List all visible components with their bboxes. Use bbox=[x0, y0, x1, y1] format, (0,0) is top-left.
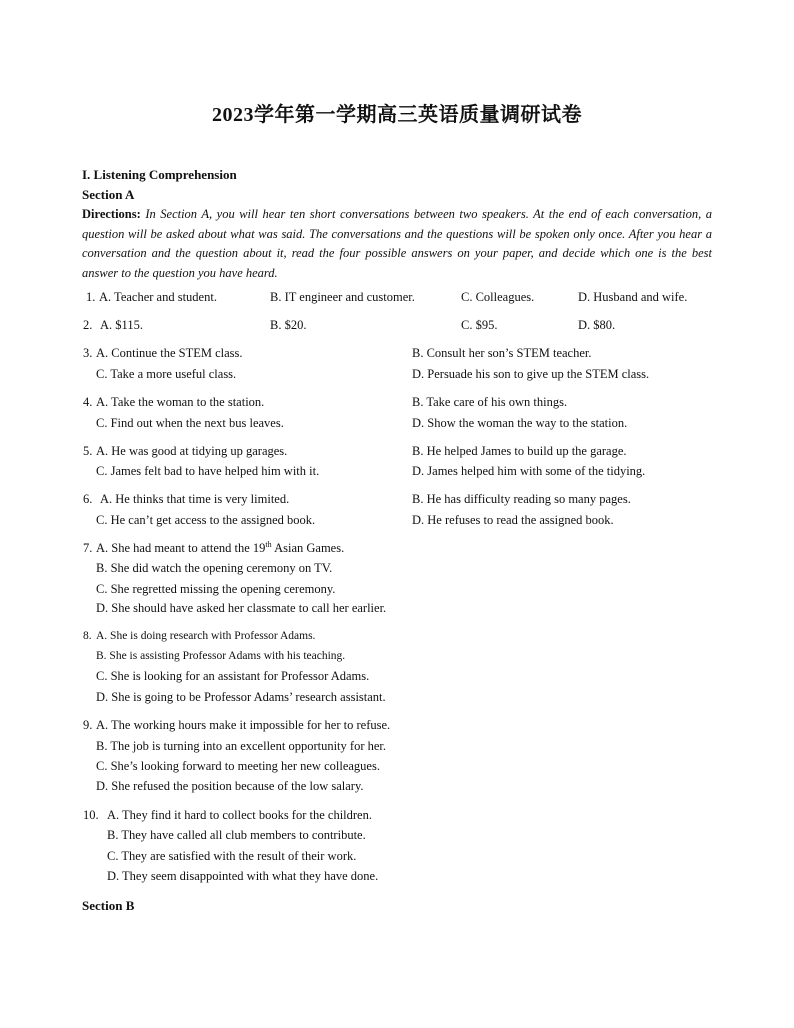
q7-option-a-sup: th bbox=[265, 539, 272, 549]
q1-option-c: C. Colleagues. bbox=[461, 290, 535, 304]
q6-option-b: B. He has difficulty reading so many pages. bbox=[412, 492, 631, 506]
q3-option-c: C. Take a more useful class. bbox=[96, 367, 237, 381]
q8-option-a: A. She is doing research with Professor Adams. bbox=[96, 630, 316, 642]
question-number-5: 5. bbox=[83, 444, 93, 458]
q7-option-d: D. She should have asked her classmate to call her earlier. bbox=[96, 601, 387, 615]
q8-option-d: D. She is going to be Professor Adams’ research assistant. bbox=[96, 690, 386, 704]
q2-option-b: B. $20. bbox=[270, 318, 307, 332]
directions-text: In Section A, you will hear ten short conversations between two speakers. At the end of each conversation, a question will be asked about what was said. The conversations and the questions will be spoken only once. After you hear a conversation and the question about it, read the four possible answers on your paper, and decide which one is the best answer to the question you have heard. bbox=[82, 207, 712, 280]
question-number-4: 4. bbox=[83, 395, 93, 409]
q10-option-b: B. They have called all club members to contribute. bbox=[107, 828, 366, 842]
part-heading: I. Listening Comprehension bbox=[82, 167, 237, 182]
question-number-6: 6. bbox=[83, 492, 93, 506]
q10-option-d: D. They seem disappointed with what they have done. bbox=[107, 869, 379, 883]
q6-option-a: A. He thinks that time is very limited. bbox=[100, 492, 290, 506]
q2-option-a: A. $115. bbox=[100, 318, 143, 332]
q7-option-a-post: Asian Games. bbox=[271, 541, 345, 555]
q8-option-b: B. She is assisting Professor Adams with his teaching. bbox=[96, 650, 346, 662]
q4-option-a: A. Take the woman to the station. bbox=[96, 395, 265, 409]
q10-option-a: A. They find it hard to collect books for the children. bbox=[107, 808, 372, 822]
q3-option-a: A. Continue the STEM class. bbox=[96, 346, 243, 360]
q4-option-c: C. Find out when the next bus leaves. bbox=[96, 416, 284, 430]
q8-option-c: C. She is looking for an assistant for Professor Adams. bbox=[96, 669, 370, 683]
q7-option-b: B. She did watch the opening ceremony on TV. bbox=[96, 561, 333, 575]
q1-option-b: B. IT engineer and customer. bbox=[270, 290, 415, 304]
exam-title: 2023学年第一学期高三英语质量调研试卷 bbox=[212, 104, 582, 126]
q3-option-b: B. Consult her son’s STEM teacher. bbox=[412, 346, 592, 360]
q7-option-c: C. She regretted missing the opening ceremony. bbox=[96, 582, 336, 596]
question-number-7: 7. bbox=[83, 541, 93, 555]
q9-option-d: D. She refused the position because of the low salary. bbox=[96, 779, 364, 793]
section-a-heading: Section A bbox=[82, 187, 135, 202]
q6-option-c: C. He can’t get access to the assigned book. bbox=[96, 513, 316, 527]
q7-option-a-pre: A. She had meant to attend the 19 bbox=[96, 541, 266, 555]
q2-option-d: D. $80. bbox=[578, 318, 616, 332]
q10-option-c: C. They are satisfied with the result of their work. bbox=[107, 849, 357, 863]
q4-option-b: B. Take care of his own things. bbox=[412, 395, 568, 409]
q2-option-c: C. $95. bbox=[461, 318, 498, 332]
q1-option-d: D. Husband and wife. bbox=[578, 290, 688, 304]
directions-label: Directions: bbox=[82, 207, 141, 221]
q9-option-b: B. The job is turning into an excellent opportunity for her. bbox=[96, 739, 386, 753]
q9-option-c: C. She’s looking forward to meeting her new colleagues. bbox=[96, 759, 380, 773]
question-number-3: 3. bbox=[83, 346, 93, 360]
q3-option-d: D. Persuade his son to give up the STEM class. bbox=[412, 367, 650, 381]
q5-option-a: A. He was good at tidying up garages. bbox=[96, 444, 288, 458]
q1-option-a: A. Teacher and student. bbox=[99, 290, 217, 304]
q5-option-c: C. James felt bad to have helped him with it. bbox=[96, 464, 320, 478]
q5-option-d: D. James helped him with some of the tidying. bbox=[412, 464, 646, 478]
directions-paragraph bbox=[82, 205, 712, 283]
q4-option-d: D. Show the woman the way to the station. bbox=[412, 416, 628, 430]
question-number-9: 9. bbox=[83, 718, 93, 732]
q9-option-a: A. The working hours make it impossible for her to refuse. bbox=[96, 718, 391, 732]
q5-option-b: B. He helped James to build up the garage. bbox=[412, 444, 627, 458]
section-b-heading: Section B bbox=[82, 898, 135, 913]
question-number-1: 1. bbox=[86, 290, 96, 304]
question-number-2: 2. bbox=[83, 318, 93, 332]
question-number-8: 8. bbox=[83, 630, 92, 642]
question-number-10: 10. bbox=[83, 808, 99, 822]
q7-option-a bbox=[96, 541, 344, 556]
q6-option-d: D. He refuses to read the assigned book. bbox=[412, 513, 614, 527]
